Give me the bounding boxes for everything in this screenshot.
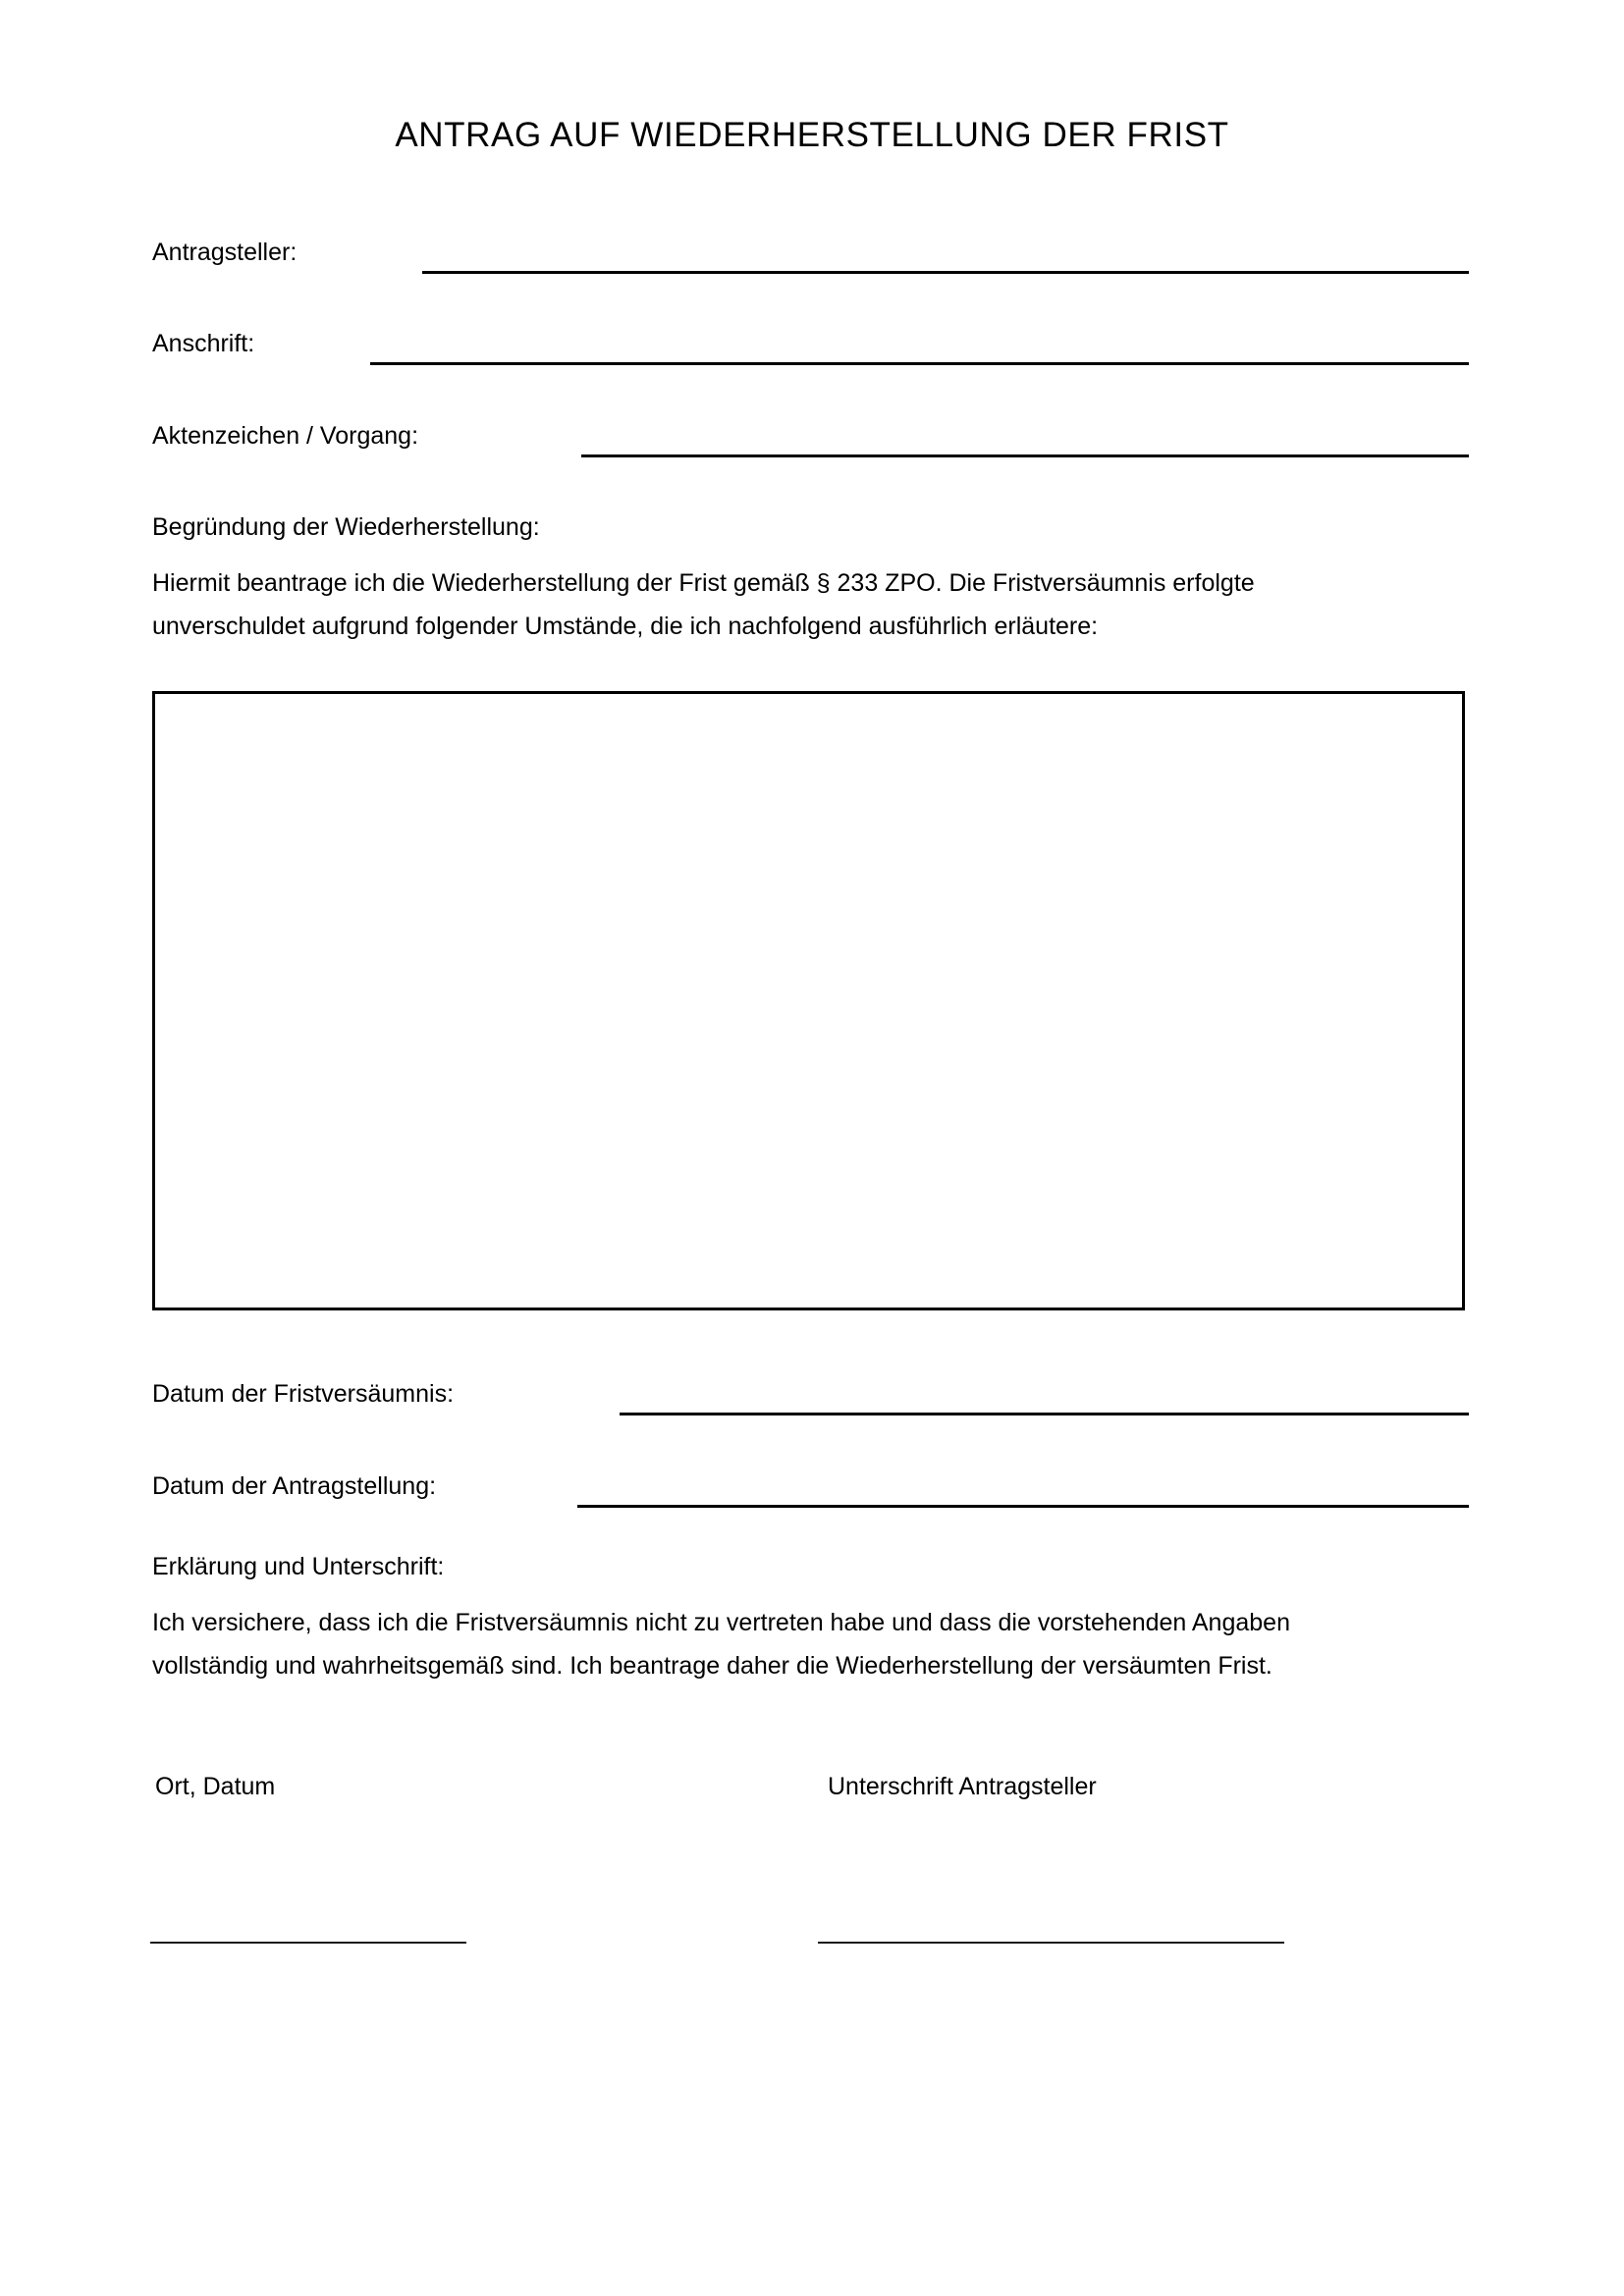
page-title: ANTRAG AUF WIEDERHERSTELLUNG DER FRIST bbox=[395, 116, 1229, 154]
paragraph-erklaerung-line-2: vollständig und wahrheitsgemäß sind. Ich beantrage daher die Wiederherstellung der versäumten Frist. bbox=[152, 1652, 1272, 1680]
label-ort-datum: Ort, Datum bbox=[155, 1773, 276, 1800]
label-datum-antragstellung: Datum der Antragstellung: bbox=[152, 1472, 437, 1500]
label-datum-fristversaeumnis: Datum der Fristversäumnis: bbox=[152, 1380, 455, 1408]
paragraph-begruendung-line-2: unverschuldet aufgrund folgender Umstände, die ich nachfolgend ausführlich erläutere: bbox=[152, 613, 1099, 640]
input-anschrift[interactable] bbox=[370, 362, 1469, 365]
label-antragsteller: Antragsteller: bbox=[152, 239, 298, 266]
input-datum-antragstellung[interactable] bbox=[577, 1505, 1469, 1508]
input-datum-fristversaeumnis[interactable] bbox=[620, 1413, 1469, 1415]
input-unterschrift-signature[interactable] bbox=[818, 1942, 1284, 1944]
label-anschrift: Anschrift: bbox=[152, 330, 255, 357]
input-ort-datum-signature[interactable] bbox=[150, 1942, 466, 1944]
textarea-begruendung[interactable] bbox=[152, 691, 1465, 1310]
input-antragsteller[interactable] bbox=[422, 271, 1469, 274]
heading-begruendung: Begründung der Wiederherstellung: bbox=[152, 513, 540, 541]
label-aktenzeichen-vorgang: Aktenzeichen / Vorgang: bbox=[152, 422, 419, 450]
paragraph-erklaerung-line-1: Ich versichere, dass ich die Fristversäumnis nicht zu vertreten habe und dass die vorstehenden Angaben bbox=[152, 1609, 1290, 1636]
label-unterschrift-antragsteller: Unterschrift Antragsteller bbox=[828, 1773, 1097, 1800]
heading-erklaerung: Erklärung und Unterschrift: bbox=[152, 1553, 445, 1580]
input-aktenzeichen-vorgang[interactable] bbox=[581, 454, 1469, 457]
paragraph-begruendung-line-1: Hiermit beantrage ich die Wiederherstellung der Frist gemäß § 233 ZPO. Die Fristversäumnis erfolgte bbox=[152, 569, 1255, 597]
